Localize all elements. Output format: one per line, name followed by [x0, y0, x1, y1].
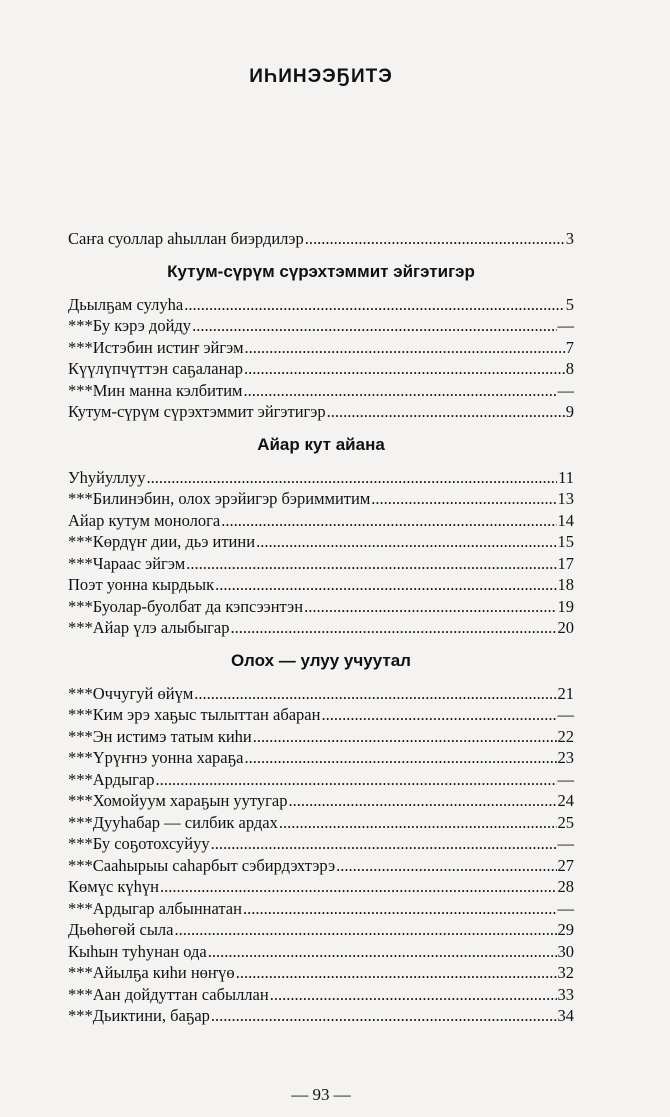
dot-leader — [208, 941, 557, 963]
dot-leader — [279, 812, 557, 834]
entry-page: 34 — [557, 1006, 574, 1025]
toc-entry — [68, 1005, 574, 1027]
entry-title: Кыһын туһунан ода — [68, 941, 207, 961]
entry-page: — — [557, 380, 574, 400]
dot-leader — [231, 617, 557, 639]
dot-leader — [371, 488, 556, 510]
entry-title: Уһуйуллуу — [68, 467, 146, 487]
entry-page: 25 — [557, 812, 574, 832]
entry-title: ***Үрүҥнэ уонна хараҕа — [68, 748, 244, 767]
entry-title: ***Көрдүҥ дии, дьэ итини — [68, 532, 256, 551]
entry-title: ***Бу соҕотохсуйуу — [68, 834, 210, 853]
entry-page: 17 — [557, 553, 574, 573]
entry-page: 32 — [557, 963, 574, 982]
dot-leader — [321, 704, 556, 726]
toc-entry — [68, 833, 574, 855]
toc-entry — [68, 380, 574, 402]
section-heading: Кутум-сүрүм сүрэхтэммит эйгэтигэр — [167, 261, 475, 281]
section-heading: Айар кут айана — [257, 434, 385, 454]
toc-entry — [68, 962, 574, 984]
toc-entry — [68, 617, 574, 639]
page-number: — 93 — — [291, 1085, 351, 1104]
toc-entry — [68, 790, 574, 812]
toc-entry — [68, 358, 574, 380]
entry-page: 24 — [557, 791, 574, 810]
entry-page: 21 — [557, 683, 574, 703]
toc-entry — [68, 876, 574, 898]
entry-page: 11 — [558, 467, 574, 487]
dot-leader — [211, 1005, 557, 1027]
entry-title: ***Билинэбин, олох эрэйигэр бэриммитим — [68, 489, 371, 508]
entry-page: 27 — [557, 855, 574, 875]
dot-leader — [192, 315, 556, 337]
entry-title: ***Хомойуум хараҕын уутугар — [68, 791, 288, 810]
toc-entry — [68, 919, 574, 941]
toc-entry — [68, 337, 574, 359]
entry-page: 28 — [557, 877, 574, 896]
toc-entry — [68, 683, 574, 705]
toc-entry — [68, 294, 574, 316]
toc-entry — [68, 574, 574, 596]
dot-leader — [221, 510, 556, 532]
toc-entry — [68, 941, 574, 963]
toc-entry — [68, 596, 574, 618]
dot-leader — [244, 358, 565, 380]
entry-page: 18 — [557, 575, 574, 594]
entry-title: ***Истэбин истиҥ эйгэм — [68, 337, 244, 357]
toc-entry — [68, 467, 574, 489]
entry-title: ***Буолар-буолбат да кэпсээнтэн — [68, 596, 304, 616]
entry-page: 3 — [565, 229, 574, 248]
toc-entry — [68, 401, 574, 423]
toc-entry — [68, 510, 574, 532]
toc-entry — [68, 812, 574, 834]
entry-title: Дьылҕам сулуһа — [68, 294, 184, 314]
entry-title: ***Дьиктини, баҕар — [68, 1006, 210, 1025]
entry-page: 22 — [557, 726, 574, 746]
entry-title: Күүлүпчүттэн саҕаланар — [68, 359, 244, 378]
dot-leader — [270, 984, 557, 1006]
dot-leader — [253, 726, 557, 748]
toc-entry — [68, 488, 574, 510]
entry-title: ***Аан дойдуттан сабыллан — [68, 984, 269, 1004]
entry-page: 29 — [557, 920, 574, 939]
entry-page: 23 — [557, 748, 574, 767]
dot-leader — [243, 898, 557, 920]
entry-title: Саҥа суоллар аһыллан биэрдилэр — [68, 229, 304, 248]
dot-leader — [336, 855, 556, 877]
dot-leader — [174, 919, 556, 941]
entry-page: — — [557, 898, 574, 918]
entry-page: 15 — [557, 532, 574, 551]
dot-leader — [327, 401, 565, 423]
toc-entry — [68, 531, 574, 553]
dot-leader — [305, 228, 565, 250]
entry-title: ***Ким эрэ хаҕыс тылыттан абаран — [68, 705, 321, 724]
toc-entry — [68, 228, 574, 250]
dot-leader — [186, 553, 556, 575]
entry-title: ***Айылҕа киһи нөҥүө — [68, 963, 235, 982]
dot-leader — [211, 833, 557, 855]
entry-title: Дьөһөгөй сыла — [68, 920, 174, 939]
toc-entry — [68, 769, 574, 791]
toc-entry — [68, 898, 574, 920]
toc-entry — [68, 747, 574, 769]
dot-leader — [160, 876, 557, 898]
entry-page: 8 — [565, 359, 574, 378]
toc-entry — [68, 704, 574, 726]
entry-title: Айар кутум монолога — [68, 510, 221, 530]
entry-page: 14 — [557, 510, 574, 530]
entry-page: 20 — [557, 618, 574, 637]
page-title: ИҺИНЭЭҔИТЭ — [249, 66, 393, 87]
dot-leader — [184, 294, 565, 316]
dot-leader — [194, 683, 556, 705]
entry-page: 30 — [557, 941, 574, 961]
dot-leader — [147, 467, 558, 489]
entry-page: 19 — [557, 596, 574, 616]
entry-page: 7 — [565, 337, 574, 357]
dot-leader — [304, 596, 556, 618]
dot-leader — [156, 769, 557, 791]
dot-leader — [289, 790, 557, 812]
entry-title: ***Мин манна кэлбитим — [68, 380, 243, 400]
entry-page: 13 — [557, 489, 574, 508]
entry-title: Кутум-сүрүм сүрэхтэммит эйгэтигэр — [68, 402, 326, 421]
section-heading: Олох — улуу учуутал — [231, 650, 411, 670]
toc-entry — [68, 553, 574, 575]
dot-leader — [245, 337, 565, 359]
toc-page — [68, 60, 574, 1104]
entry-page: — — [557, 769, 574, 789]
dot-leader — [256, 531, 556, 553]
entry-title: ***Чараас эйгэм — [68, 553, 186, 573]
entry-page: 5 — [565, 294, 574, 314]
entry-page: 9 — [565, 402, 574, 421]
entry-title: Көмүс күһүн — [68, 877, 159, 896]
dot-leader — [244, 747, 556, 769]
entry-title: ***Сааһырыы саһарбыт сэбирдэхтэрэ — [68, 855, 336, 875]
toc-entry — [68, 855, 574, 877]
toc-entries — [68, 228, 574, 1027]
entry-title: ***Айар үлэ алыбыгар — [68, 618, 230, 637]
dot-leader — [244, 380, 557, 402]
entry-page: — — [557, 834, 574, 853]
entry-title: ***Дууһабар — силбик ардах — [68, 812, 278, 832]
entry-title: ***Эн истимэ татым киһи — [68, 726, 252, 746]
entry-title: ***Бу кэрэ дойду — [68, 316, 192, 335]
dot-leader — [215, 574, 556, 596]
toc-entry — [68, 726, 574, 748]
entry-title: ***Ардыгар албыннатан — [68, 898, 242, 918]
entry-title: ***Оччугуй өйүм — [68, 683, 194, 703]
toc-sections — [68, 250, 574, 1027]
dot-leader — [236, 962, 557, 984]
entry-page: — — [557, 316, 574, 335]
entry-title: ***Ардыгар — [68, 769, 155, 789]
toc-entry — [68, 315, 574, 337]
entry-title: Поэт уонна кырдьык — [68, 575, 215, 594]
entry-page: 33 — [557, 984, 574, 1004]
entry-page: — — [557, 705, 574, 724]
toc-entry — [68, 984, 574, 1006]
